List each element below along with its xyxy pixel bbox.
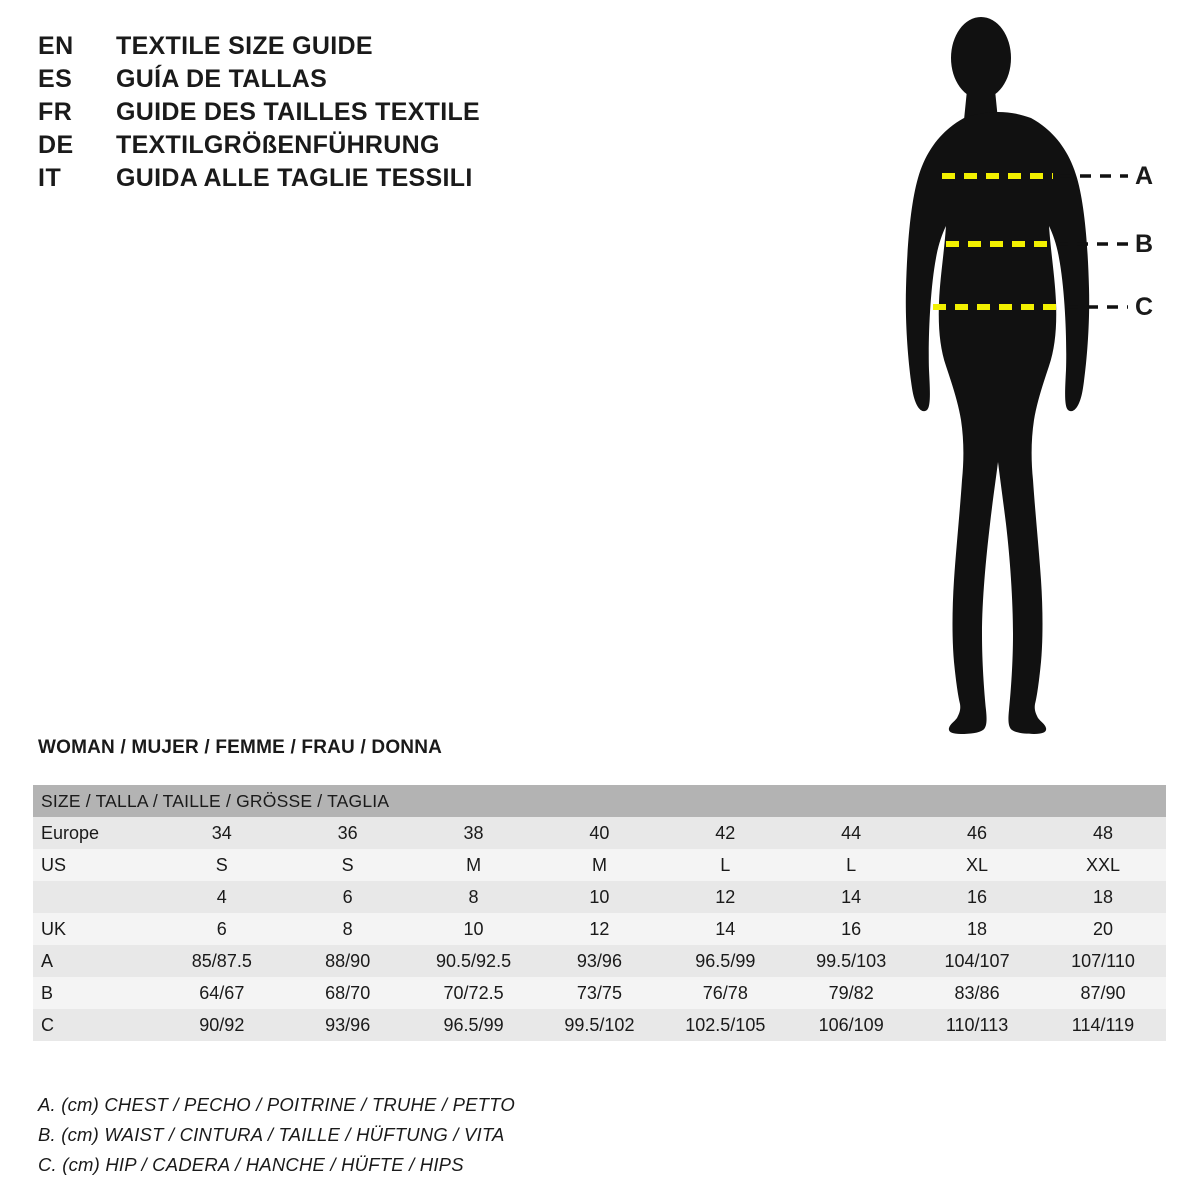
cell-b-5: 79/82 (788, 977, 914, 1009)
cell-uk-5: 16 (788, 913, 914, 945)
title-block (38, 30, 738, 195)
cell-us-5: L (788, 849, 914, 881)
body-silhouette-icon (860, 10, 1190, 750)
measure-label-b: B (1135, 230, 1154, 258)
cell-us-3: M (537, 849, 663, 881)
row-label-us: US (33, 849, 159, 881)
cell-c-7: 114/119 (1040, 1009, 1166, 1041)
cell-c-3: 99.5/102 (537, 1009, 663, 1041)
cell-usnum-2: 8 (411, 881, 537, 913)
measurement-legend (38, 1090, 938, 1180)
title-lang-es: ES (38, 65, 73, 93)
cell-c-0: 90/92 (159, 1009, 285, 1041)
row-label-a: A (33, 945, 159, 977)
cell-uk-4: 14 (662, 913, 788, 945)
cell-usnum-7: 18 (1040, 881, 1166, 913)
cell-c-6: 110/113 (914, 1009, 1040, 1041)
cell-usnum-3: 10 (537, 881, 663, 913)
title-text-es: GUÍA DE TALLAS (116, 65, 328, 93)
cell-us-2: M (411, 849, 537, 881)
cell-europe-1: 36 (285, 817, 411, 849)
table-row (33, 945, 1166, 977)
cell-usnum-1: 6 (285, 881, 411, 913)
title-lang-de: DE (38, 131, 74, 159)
cell-b-1: 68/70 (285, 977, 411, 1009)
title-text-it: GUIDA ALLE TAGLIE TESSILI (116, 164, 473, 192)
row-label-c: C (33, 1009, 159, 1041)
cell-a-2: 90.5/92.5 (411, 945, 537, 977)
cell-a-3: 93/96 (537, 945, 663, 977)
cell-b-4: 76/78 (662, 977, 788, 1009)
section-caption-woman: WOMAN / MUJER / FEMME / FRAU / DONNA (38, 737, 443, 758)
legend-line-c: C. (cm) HIP / CADERA / HANCHE / HÜFTE / HIPS (38, 1154, 464, 1175)
table-row (33, 881, 1166, 913)
cell-europe-7: 48 (1040, 817, 1166, 849)
measure-label-c: C (1135, 293, 1154, 321)
title-row (38, 129, 738, 162)
row-label-b: B (33, 977, 159, 1009)
cell-a-1: 88/90 (285, 945, 411, 977)
row-label-us-numeric (33, 881, 159, 913)
cell-c-5: 106/109 (788, 1009, 914, 1041)
title-text-fr: GUIDE DES TAILLES TEXTILE (116, 98, 481, 126)
cell-b-3: 73/75 (537, 977, 663, 1009)
cell-uk-2: 10 (411, 913, 537, 945)
title-lang-fr: FR (38, 98, 73, 126)
cell-a-5: 99.5/103 (788, 945, 914, 977)
size-table (33, 785, 1166, 1041)
cell-usnum-5: 14 (788, 881, 914, 913)
table-header-row (33, 785, 1166, 817)
cell-europe-2: 38 (411, 817, 537, 849)
title-text-en: TEXTILE SIZE GUIDE (116, 32, 373, 60)
size-table-head (33, 785, 1166, 817)
title-row (38, 63, 738, 96)
cell-b-7: 87/90 (1040, 977, 1166, 1009)
cell-uk-1: 8 (285, 913, 411, 945)
title-row (38, 162, 738, 195)
cell-europe-4: 42 (662, 817, 788, 849)
cell-uk-0: 6 (159, 913, 285, 945)
title-row (38, 30, 738, 63)
cell-c-2: 96.5/99 (411, 1009, 537, 1041)
size-table-header-cell: SIZE / TALLA / TAILLE / GRÖSSE / TAGLIA (33, 785, 1166, 817)
cell-us-4: L (662, 849, 788, 881)
female-body-figure (860, 10, 1190, 750)
cell-a-4: 96.5/99 (662, 945, 788, 977)
cell-b-6: 83/86 (914, 977, 1040, 1009)
cell-usnum-0: 4 (159, 881, 285, 913)
cell-a-7: 107/110 (1040, 945, 1166, 977)
cell-usnum-6: 16 (914, 881, 1040, 913)
table-row (33, 913, 1166, 945)
cell-europe-5: 44 (788, 817, 914, 849)
cell-us-1: S (285, 849, 411, 881)
size-table-body (33, 817, 1166, 1041)
cell-europe-0: 34 (159, 817, 285, 849)
title-lang-it: IT (38, 164, 62, 192)
legend-line-b: B. (cm) WAIST / CINTURA / TAILLE / HÜFTUNG / VITA (38, 1124, 505, 1145)
title-text-de: TEXTILGRÖßENFÜHRUNG (116, 131, 440, 159)
cell-usnum-4: 12 (662, 881, 788, 913)
title-row (38, 96, 738, 129)
table-row (33, 817, 1166, 849)
row-label-europe: Europe (33, 817, 159, 849)
cell-a-6: 104/107 (914, 945, 1040, 977)
cell-uk-3: 12 (537, 913, 663, 945)
cell-uk-6: 18 (914, 913, 1040, 945)
table-row (33, 1009, 1166, 1041)
cell-uk-7: 20 (1040, 913, 1166, 945)
cell-c-1: 93/96 (285, 1009, 411, 1041)
cell-b-0: 64/67 (159, 977, 285, 1009)
cell-us-6: XL (914, 849, 1040, 881)
table-row (33, 977, 1166, 1009)
measure-label-a: A (1135, 162, 1154, 190)
cell-us-0: S (159, 849, 285, 881)
row-label-uk: UK (33, 913, 159, 945)
cell-us-7: XXL (1040, 849, 1166, 881)
cell-europe-3: 40 (537, 817, 663, 849)
table-row (33, 849, 1166, 881)
title-lang-en: EN (38, 32, 74, 60)
cell-europe-6: 46 (914, 817, 1040, 849)
legend-line-a: A. (cm) CHEST / PECHO / POITRINE / TRUHE / PETTO (38, 1094, 515, 1115)
cell-a-0: 85/87.5 (159, 945, 285, 977)
cell-c-4: 102.5/105 (662, 1009, 788, 1041)
cell-b-2: 70/72.5 (411, 977, 537, 1009)
